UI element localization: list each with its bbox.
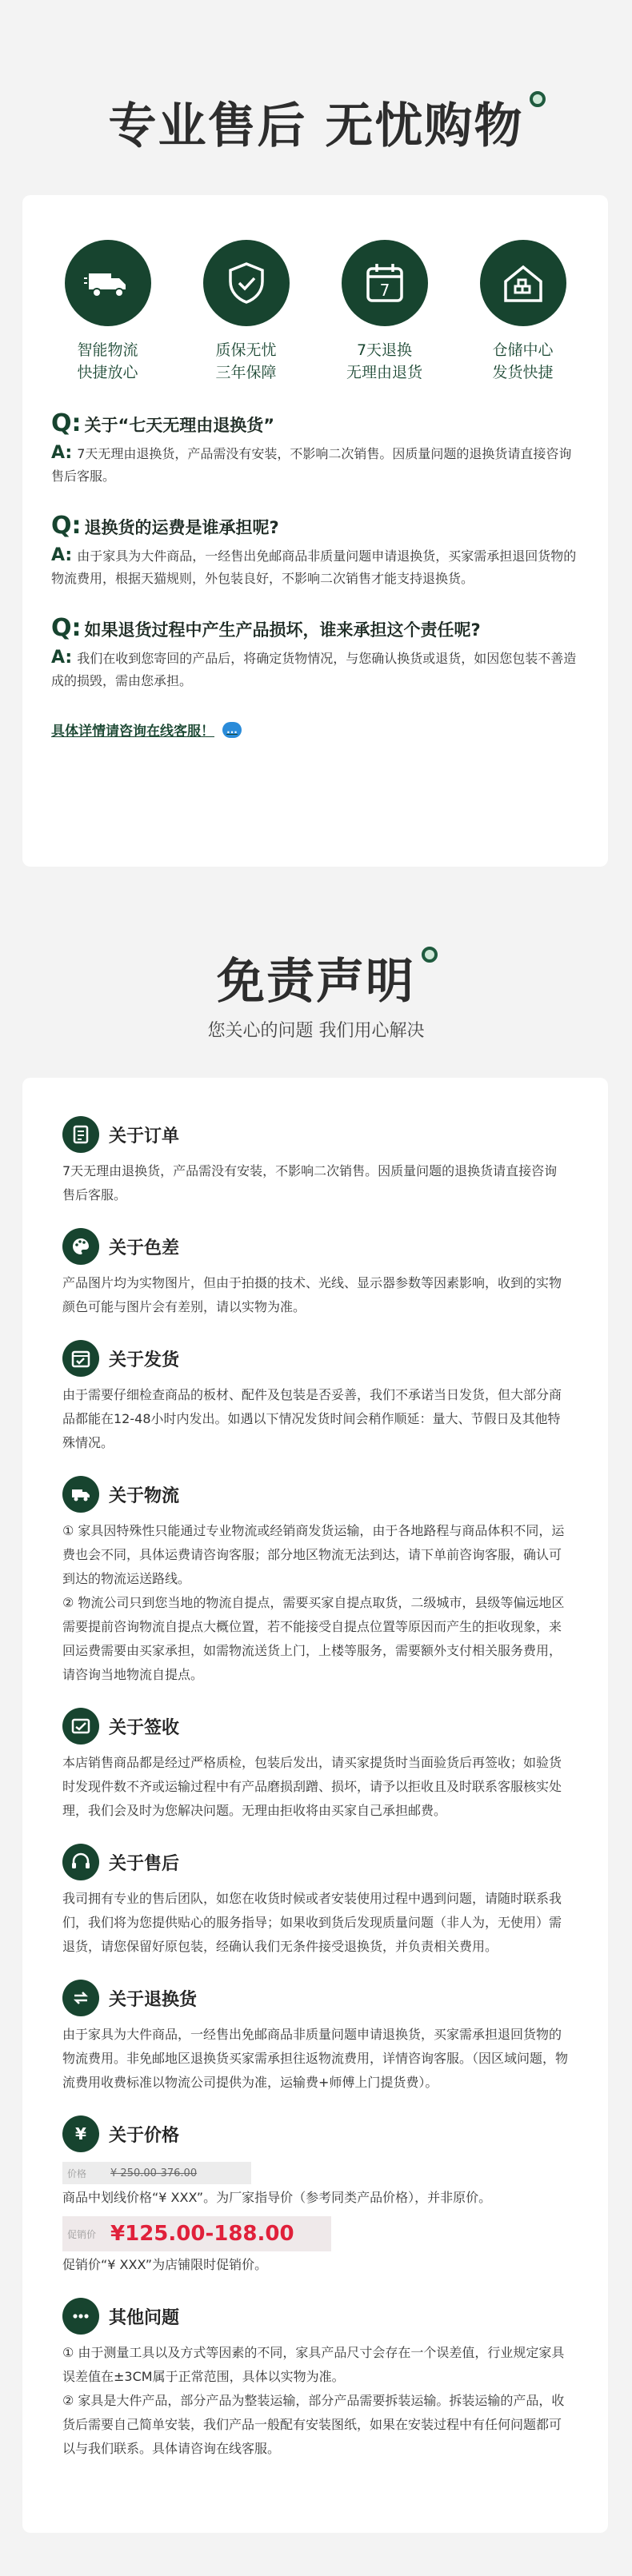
warehouse-icon — [480, 240, 566, 326]
price-explanation — [62, 2162, 568, 2277]
item-title: 关于退换货 — [109, 1989, 198, 2010]
service-item-warehouse — [463, 240, 583, 384]
disclaimer-item-other — [62, 2296, 568, 2461]
item-text: ① 家具因特殊性只能通过专业物流或经销商发货运输，由于各地路程与商品体积不同，运费也会不同，具体运费请咨询客服；部分地区物流无法到达，请下单前咨询客服，确认可到达的物流运送路线。 — [62, 1523, 565, 1586]
faq-answer-text: 7天无理由退换货，产品需没有安装，不影响二次销售。因质量问题的退换货请直接咨询售后客服。 — [51, 446, 572, 484]
faq-question — [51, 512, 579, 540]
disclaimer-item-order — [62, 1115, 568, 1207]
item-text: 我司拥有专业的售后团队，如您在收货时候或者安装使用过程中遇到问题，请随时联系我们，我们将为您提供贴心的服务指导；如果收到货后发现质量问题（非人为，无使用）需退货，请您保留好原包装，经确认我们无条件接受退换货，并负责相关费用。 — [62, 1891, 562, 1954]
promo-price-value: ¥125.00-188.00 — [110, 2222, 294, 2246]
disclaimer-item-aftersale — [62, 1842, 568, 1959]
disclaimer-item-price — [62, 2114, 568, 2277]
item-title: 关于物流 — [109, 1485, 180, 1506]
faq-item — [51, 614, 579, 692]
item-text: 由于需要仔细检查商品的板材、配件及包装是否妥善，我们不承诺当日发货，但大部分商品都能在12-48小时内发出。如遇以下情况发货时间会稍作顺延：量大、节假日及其他特殊情况。 — [62, 1387, 562, 1450]
faq-question — [51, 409, 579, 437]
disclaimer-title — [217, 943, 415, 1012]
disclaimer-item-receipt — [62, 1706, 568, 1823]
svg-text:7: 7 — [379, 281, 390, 300]
a-mark: A: — [51, 443, 73, 463]
faq-item — [51, 512, 579, 590]
item-text: ② 家具是大件产品，部分产品为整装运输，部分产品需要拆装运输。拆装运输的产品，收货后需要自己简单安装，我们产品一般配有安装图纸，如果在安装过程中有任何问题都可以与我们联系。具体请咨询在线客服。 — [62, 2393, 565, 2456]
item-text: 由于家具为大件商品，一经售出免邮商品非质量问题申请退换货，买家需承担退回货物的物流费用。非免邮地区退换货买家需承担往返物流费用，详情咨询客服。（因区域问题，物流费用收费标准以物流公司提供为准，运输费+师傅上门提货费）。 — [62, 2027, 569, 2090]
service-label-2: 快捷放心 — [77, 364, 138, 381]
item-text: ② 物流公司只到您当地的物流自提点，需要买家自提点取货，二级城市，县级等偏远地区需要提前咨询物流自提点大概位置，若不能接受自提点位置等原因而产生的拒收现象，来回运费需要由买家承担，如需物流送货上门，上楼等服务，需要额外支付相关服务费用，请咨询当地物流自提点。 — [62, 1595, 565, 1682]
item-title: 关于售后 — [109, 1853, 180, 1874]
header — [0, 88, 632, 157]
q-mark: Q: — [51, 614, 82, 642]
headset-icon — [62, 1844, 99, 1880]
truck-icon — [65, 240, 151, 326]
disclaimer-list — [22, 1078, 608, 2461]
service-icons-row — [22, 195, 608, 384]
item-text: 7天无理由退换货，产品需没有安装，不影响二次销售。因质量问题的退换货请直接咨询售后客服。 — [62, 1163, 558, 1202]
page-title-text: 专业售后 无忧购物 — [108, 98, 524, 154]
shield-check-icon — [203, 240, 290, 326]
sign-receipt-icon — [62, 1708, 99, 1745]
tag-price-label: 价格 — [67, 2167, 87, 2179]
order-list-icon — [62, 1116, 99, 1153]
more-dots-icon — [62, 2298, 99, 2335]
disclaimer-subtitle: 您关心的问题 我们用心解决 — [207, 1021, 425, 1041]
service-label-2: 无理由退货 — [346, 364, 422, 381]
q-mark: Q: — [51, 409, 82, 437]
tag-price-value: ¥ 250.00-376.00 — [110, 2167, 198, 2179]
faq-question — [51, 614, 579, 642]
faq-question-text: 如果退货过程中产生产品损坏，谁来承担这个责任呢? — [84, 620, 481, 640]
tag-price-sample — [62, 2162, 251, 2184]
faq-answer — [51, 544, 579, 590]
calendar-check-icon — [62, 1340, 99, 1377]
faq-question-text: 关于“七天无理由退换货” — [84, 416, 275, 435]
service-item-logistics — [48, 240, 168, 384]
a-mark: A: — [51, 545, 73, 565]
svg-text:¥: ¥ — [75, 2124, 86, 2143]
delivery-truck-icon — [62, 1476, 99, 1513]
q-mark: Q: — [51, 512, 82, 540]
service-label-1: 仓储中心 — [492, 341, 554, 359]
title-dot-icon — [530, 91, 546, 107]
item-text: 本店销售商品都是经过严格质检，包装后发出，请买家提货时当面验货后再签收；如验货时发现件数不齐或运输过程中有产品磨损刮蹭、损坏，请予以拒收且及时联系客服核实处理，我们会及时为您解决问题。无理由拒收将由买家自己承担邮费。 — [62, 1755, 562, 1818]
faq-item — [51, 409, 579, 488]
page-title — [109, 88, 524, 157]
tag-price-note: 商品中划线价格“¥ XXX”。为厂家指导价（参考同类产品价格），并非原价。 — [62, 2190, 492, 2205]
faq-answer-text: 我们在收到您寄回的产品后，将确定货物情况，与您确认换货或退货，如因您包装不善造成的损毁，需由您承担。 — [51, 651, 577, 688]
service-label-2: 发货快捷 — [492, 364, 554, 381]
a-mark: A: — [51, 648, 73, 668]
yen-icon — [62, 2115, 99, 2152]
item-title: 关于色差 — [109, 1238, 180, 1258]
chat-bubble-icon[interactable]: ... — [222, 722, 242, 738]
item-title: 其他问题 — [109, 2307, 180, 2328]
online-service-link[interactable] — [51, 720, 579, 740]
disclaimer-item-return — [62, 1978, 568, 2095]
disclaimer-header — [0, 943, 632, 1042]
faq-answer — [51, 442, 579, 488]
service-label-1: 智能物流 — [77, 341, 138, 359]
disclaimer-title-text: 免责声明 — [217, 954, 415, 1010]
disclaimer-card — [22, 1078, 608, 2533]
online-service-link-label[interactable]: 具体详情请咨询在线客服！ — [51, 724, 214, 740]
item-title: 关于价格 — [109, 2125, 180, 2146]
item-text: 产品图片均为实物图片，但由于拍摄的技术、光线、显示器参数等因素影响，收到的实物颜色可能与图片会有差别，请以实物为准。 — [62, 1275, 562, 1314]
palette-icon — [62, 1228, 99, 1265]
service-label-2: 三年保障 — [215, 364, 277, 381]
item-text: ① 由于测量工具以及方式等因素的不同，家具产品尺寸会存在一个误差值，行业规定家具误差值在±3CM属于正常范围，具体以实物为准。 — [62, 2345, 565, 2384]
promo-price-note: 促销价“¥ XXX”为店铺限时促销价。 — [62, 2257, 268, 2272]
title-dot-icon — [422, 947, 438, 963]
promo-price-sample — [62, 2216, 331, 2251]
disclaimer-item-logistics — [62, 1474, 568, 1687]
faq-question-text: 退换货的运费是谁承担呢? — [84, 518, 279, 537]
service-item-return — [325, 240, 445, 384]
service-item-warranty — [186, 240, 306, 384]
service-label-1: 7天退换 — [356, 341, 413, 359]
item-title: 关于订单 — [109, 1126, 180, 1146]
item-title: 关于发货 — [109, 1350, 180, 1370]
disclaimer-item-shipping — [62, 1338, 568, 1455]
return-exchange-icon — [62, 1980, 99, 2016]
faq-answer — [51, 647, 579, 692]
service-label-1: 质保无忧 — [215, 341, 277, 359]
disclaimer-item-color — [62, 1226, 568, 1319]
calendar-7-icon — [342, 240, 428, 326]
faq-answer-text: 由于家具为大件商品，一经售出免邮商品非质量问题申请退换货，买家需承担退回货物的物流费用，根据天猫规则，外包装良好，不影响二次销售才能支持退换货。 — [51, 548, 577, 586]
faq-list — [22, 409, 608, 740]
service-card — [22, 195, 608, 867]
item-title: 关于签收 — [109, 1717, 180, 1738]
promo-price-label: 促销价 — [67, 2228, 97, 2240]
